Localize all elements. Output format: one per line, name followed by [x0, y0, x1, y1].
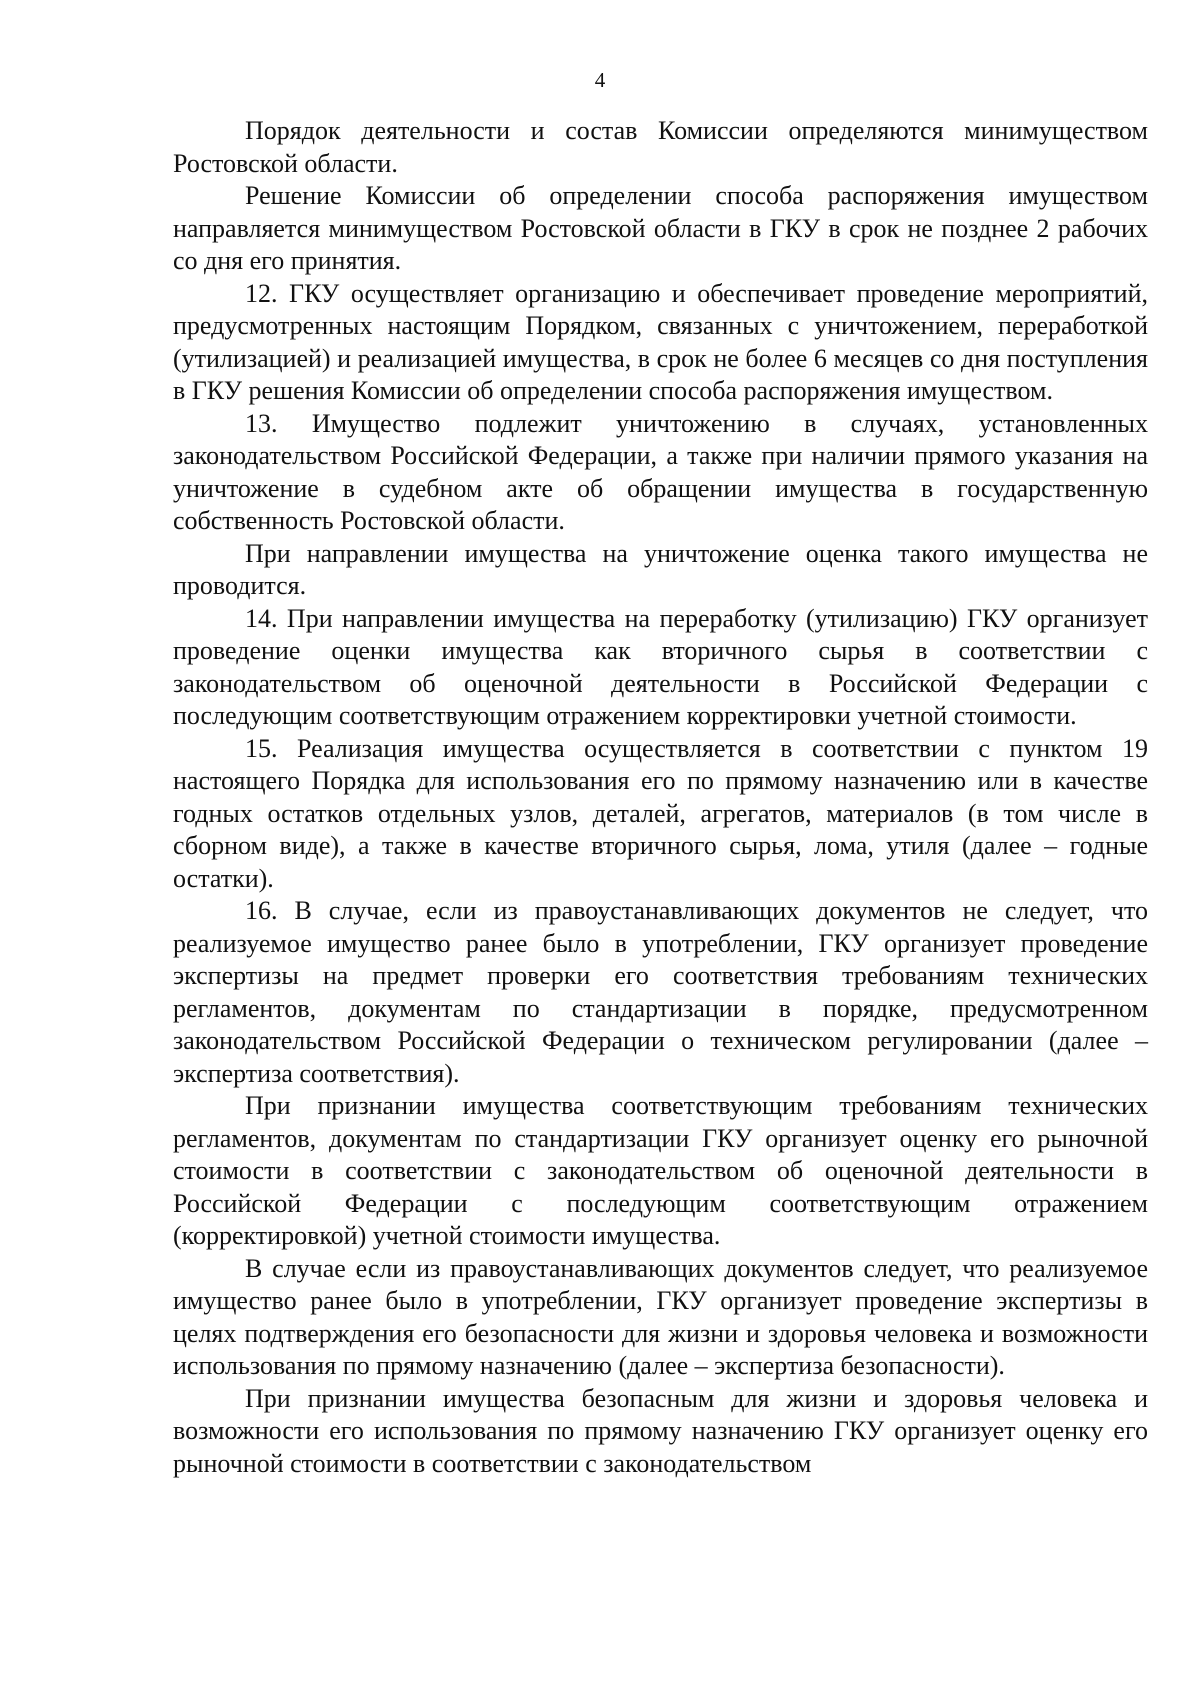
paragraph: При признании имущества соответствующим требованиям технических регламентов, документам по стандартизации ГКУ организует оценку его рыночной стоимости в соответствии с законодательством об оценочной деятельности в Российской Федерации с последующим соответствующим отражением (корректировкой) учетной стоимости имущества.: [173, 1091, 1148, 1250]
paragraph: 12. ГКУ осуществляет организацию и обеспечивает проведение мероприятий, предусмотренных настоящим Порядком, связанных с уничтожением, переработкой (утилизацией) и реализацией имущества, в срок не более 6 месяцев со дня поступления в ГКУ решения Комиссии об определении способа распоряжения имуществом.: [173, 278, 1148, 405]
paragraph: Решение Комиссии об определении способа распоряжения имуществом направляется минимуществом Ростовской области в ГКУ в срок не позднее 2 рабочих со дня его принятия.: [173, 181, 1148, 275]
paragraph: При направлении имущества на уничтожение оценка такого имущества не проводится.: [173, 538, 1148, 600]
page-number: 4: [594, 68, 606, 92]
paragraph: В случае если из правоустанавливающих документов следует, что реализуемое имущество ранее было в употреблении, ГКУ организует проведение экспертизы в целях подтверждения его безопасности для жизни и здоровья человека и возможности использования по прямому назначению (далее – экспертиза безопасности).: [173, 1253, 1148, 1380]
paragraph: 15. Реализация имущества осуществляется в соответствии с пунктом 19 настоящего Порядка для использования его по прямому назначению или в качестве годных остатков отдельных узлов, деталей, агрегатов, материалов (в том числе в сборном виде), а также в качестве вторичного сырья, лома, утиля (далее – годные остатки).: [173, 733, 1148, 893]
document-body: [173, 115, 1148, 1480]
paragraph: При признании имущества безопасным для жизни и здоровья человека и возможности его использования по прямому назначению ГКУ организует оценку его рыночной стоимости в соответствии с законодательством: [173, 1383, 1148, 1478]
paragraph: Порядок деятельности и состав Комиссии определяются минимуществом Ростовской области.: [173, 116, 1148, 178]
paragraph: 14. При направлении имущества на переработку (утилизацию) ГКУ организует проведение оценки имущества как вторичного сырья в соответствии с законодательством об оценочной деятельности в Российской Федерации с последующим соответствующим отражением корректировки учетной стоимости.: [173, 603, 1148, 730]
paragraph: 13. Имущество подлежит уничтожению в случаях, установленных законодательством Российской Федерации, а также при наличии прямого указания на уничтожение в судебном акте об обращении имущества в государственную собственность Ростовской области.: [173, 408, 1148, 535]
paragraph: 16. В случае, если из правоустанавливающих документов не следует, что реализуемое имущество ранее было в употреблении, ГКУ организует проведение экспертизы на предмет проверки его соответствия требованиям технических регламентов, документам по стандартизации в порядке, предусмотренном законодательством Российской Федерации о техническом регулировании (далее – экспертиза соответствия).: [173, 896, 1148, 1088]
